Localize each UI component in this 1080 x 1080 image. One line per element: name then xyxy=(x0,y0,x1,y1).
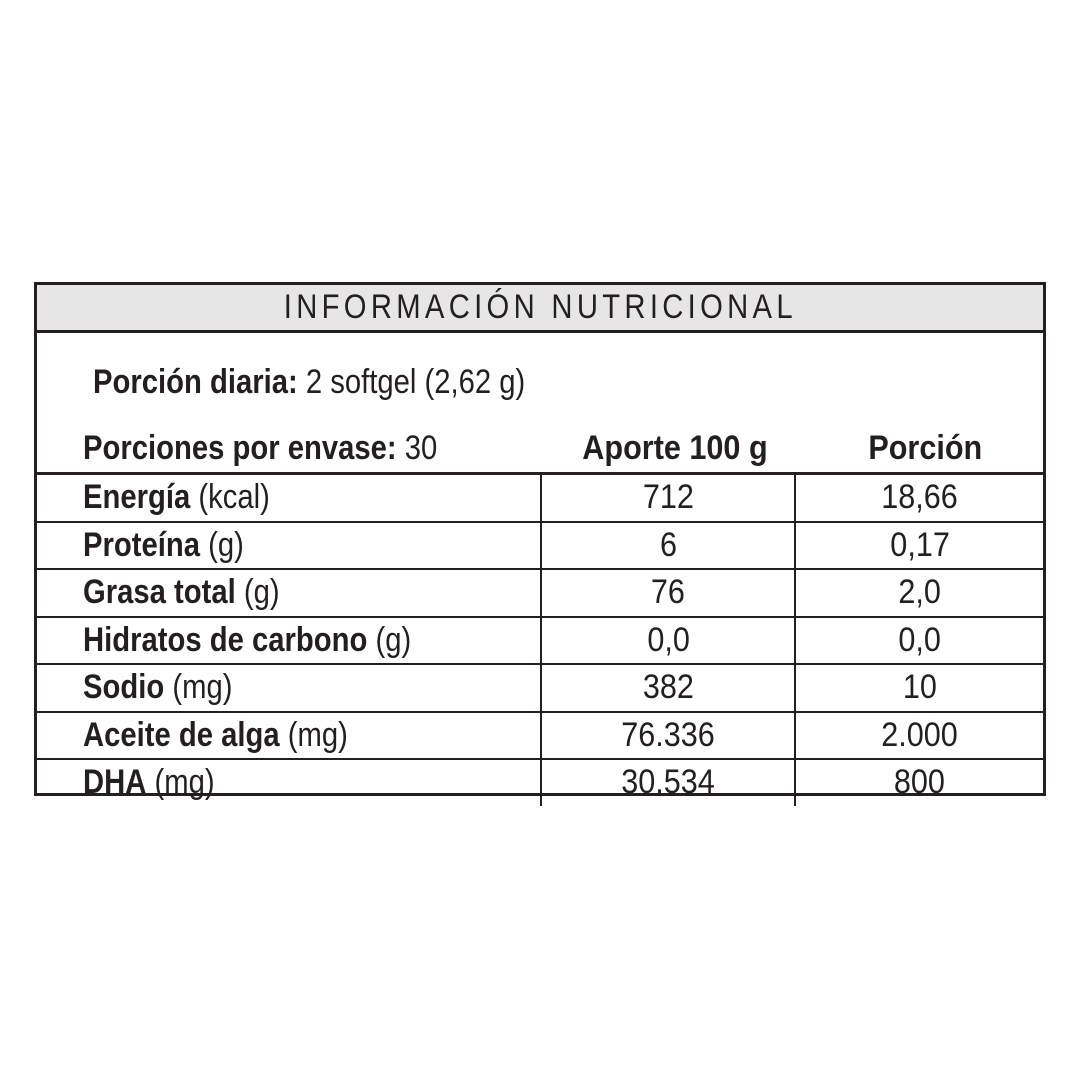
nutrient-unit: (mg) xyxy=(287,715,348,754)
portion-cell xyxy=(795,475,1043,522)
per-100g-cell xyxy=(541,522,795,570)
panel-title: INFORMACIÓN NUTRICIONAL xyxy=(283,288,797,326)
title-bar xyxy=(37,285,1043,333)
table-row xyxy=(37,617,1043,665)
portion-cell xyxy=(795,712,1043,760)
per-100g-value: 76.336 xyxy=(621,715,716,754)
per-100g-cell xyxy=(541,759,795,806)
per-100g-cell xyxy=(541,569,795,617)
nutrition-facts-panel xyxy=(34,282,1046,802)
per-100g-value: 712 xyxy=(642,478,694,517)
nutrient-name: Grasa total xyxy=(83,573,236,612)
portion-value: 10 xyxy=(902,668,937,707)
nutrient-unit: (mg) xyxy=(154,763,215,802)
portion-value: 0,17 xyxy=(889,525,950,564)
servings-per-container-value: 30 xyxy=(404,429,438,467)
table-row xyxy=(37,475,1043,522)
portion-cell xyxy=(795,522,1043,570)
table-row xyxy=(37,522,1043,570)
portion-value: 2.000 xyxy=(881,715,958,754)
nutrient-unit: (mg) xyxy=(172,668,233,707)
per-100g-value: 76 xyxy=(651,573,686,612)
serving-size-label: Porción diaria: xyxy=(93,363,298,401)
per-100g-value: 6 xyxy=(659,525,677,564)
nutrient-unit: (kcal) xyxy=(198,478,270,517)
nutrient-cell xyxy=(37,759,541,806)
table-header xyxy=(83,429,1043,473)
serving-size xyxy=(93,363,525,402)
per-100g-cell xyxy=(541,475,795,522)
table-row xyxy=(37,569,1043,617)
nutrient-unit: (g) xyxy=(375,620,412,659)
per-100g-value: 0,0 xyxy=(647,620,690,659)
nutrient-name: DHA xyxy=(83,763,147,802)
nutrient-unit: (g) xyxy=(208,525,244,564)
per-100g-cell xyxy=(541,617,795,665)
serving-size-value: 2 softgel (2,62 g) xyxy=(305,363,526,401)
column-header-portion: Porción xyxy=(868,429,982,467)
table-row xyxy=(37,664,1043,712)
portion-cell xyxy=(795,617,1043,665)
portion-cell xyxy=(795,569,1043,617)
servings-per-container xyxy=(83,429,437,468)
portion-value: 18,66 xyxy=(881,478,958,517)
column-header-per-100g: Aporte 100 g xyxy=(581,429,768,467)
portion-cell xyxy=(795,664,1043,712)
portion-value: 0,0 xyxy=(898,620,941,659)
table-row xyxy=(37,759,1043,806)
nutrient-cell xyxy=(37,475,541,522)
nutrient-cell xyxy=(37,664,541,712)
nutrient-name: Sodio xyxy=(83,668,165,707)
nutrient-name: Energía xyxy=(83,478,191,517)
portion-value: 2,0 xyxy=(898,573,941,612)
per-100g-value: 382 xyxy=(642,668,694,707)
per-100g-cell xyxy=(541,712,795,760)
nutrient-name: Aceite de alga xyxy=(83,715,280,754)
nutrient-cell xyxy=(37,522,541,570)
servings-per-container-label: Porciones por envase: xyxy=(83,429,397,467)
nutrient-unit: (g) xyxy=(243,573,280,612)
nutrient-name: Proteína xyxy=(83,525,201,564)
nutrient-name: Hidratos de carbono xyxy=(83,620,368,659)
nutrition-table xyxy=(37,475,1043,806)
per-100g-cell xyxy=(541,664,795,712)
nutrient-cell xyxy=(37,712,541,760)
per-100g-value: 30.534 xyxy=(621,763,716,802)
nutrient-cell xyxy=(37,569,541,617)
table-row xyxy=(37,712,1043,760)
nutrient-cell xyxy=(37,617,541,665)
portion-cell xyxy=(795,759,1043,806)
portion-value: 800 xyxy=(894,763,946,802)
